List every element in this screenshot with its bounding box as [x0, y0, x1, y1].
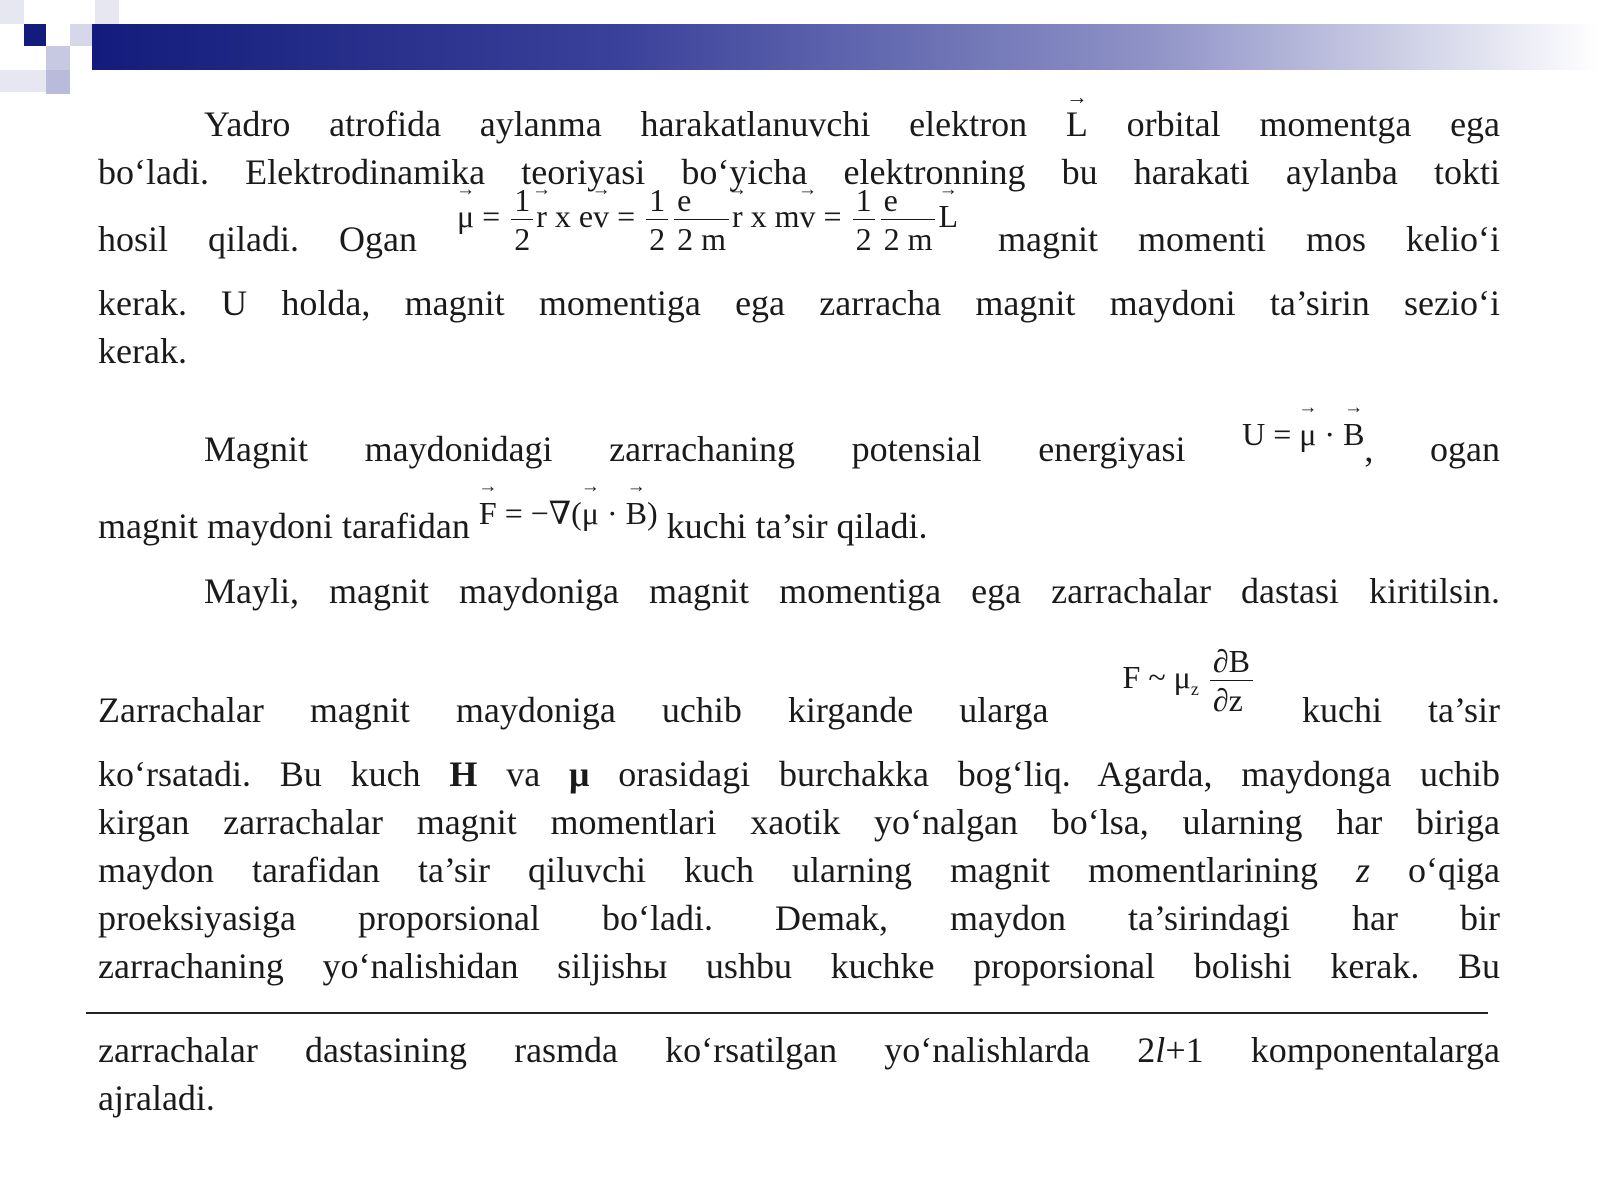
paragraph-3-line-1: Mayli, magnit maydoniga magnit momentiga ega zarrachalar dastasi kiritilsin. [204, 571, 1500, 611]
paragraph-3-line-2: Zarrachalar magnit maydoniga uchib kirgande ularga F ~ $\mu_z$ $\frac{\partial B}{\partial z}$ kuchi ta’sir [98, 643, 1500, 730]
footer-line-2: ajraladi. [98, 1078, 215, 1118]
decor-square [24, 24, 46, 46]
force-formula: → F = −∇(→ μ · → B) [479, 489, 658, 537]
paragraph-1-line-4: kerak. U holda, magnit momentiga ega zarracha magnit maydoni ta’sirin sezio‘i [98, 283, 1500, 323]
paragraph-1-line-5: kerak. [98, 331, 187, 371]
decor-square [70, 24, 92, 46]
decor-square [46, 70, 70, 94]
section-divider [86, 1012, 1488, 1014]
paragraph-1-line-1: Yadro atrofida aylanma harakatlanuvchi elektron → L orbital momentga ega [98, 100, 1500, 148]
footer-text [98, 1026, 1500, 1122]
potential-energy-formula: U = → μ · → B [1242, 410, 1364, 458]
paragraph-3-line-7: zarrachaning yo‘nalishidan siljishы ushbu kuchke proporsional bolishi kerak. Bu [98, 946, 1500, 986]
decor-square [0, 70, 46, 92]
paragraph-2-line-2: magnit maydoni tarafidan → F = −∇(→ μ · → B) kuchi ta’sir qiladi. [98, 502, 1500, 551]
paragraph-3-line-5: maydon tarafidan ta’sir qiluvchi kuch ularning magnit momentlarining z o‘qiga [98, 850, 1500, 890]
paragraph-1-line-3: hosil qiladi. Ogan → μ = $\frac{1}{2}$ → r x e→ v = $\frac{1}{2}$ $\frac{e}{2 m}$ → r x m→ v = $\frac{1}{2}$ $\frac{e}{2 m}$ → L magnit momenti mos kelio‘i [98, 208, 1500, 279]
slide-body [98, 100, 1500, 990]
paragraph-2-line-1: Magnit maydonidagi zarrachaning potensial energiyasi U = → μ · → B, ogan [98, 425, 1500, 474]
decor-square [95, 0, 119, 24]
decor-square [0, 0, 24, 24]
header-gradient-bar [92, 24, 1600, 70]
paragraph-3-line-3: ko‘rsatadi. Bu kuch H va μ orasidagi burchakka bog‘liq. Agarda, maydonga uchib [98, 754, 1501, 794]
paragraph-1-line-2: bo‘ladi. Elektrodinamika teoriyasi bo‘yicha elektronning bu harakati aylanba tokti [98, 152, 1500, 192]
footer-line-1: zarrachalar dastasining rasmda ko‘rsatilgan yo‘nalishlarda 2l+1 komponentalarga [98, 1030, 1501, 1070]
decor-square [46, 46, 70, 70]
gradient-force-formula: F ~ $\mu_z$ $\frac{\partial B}{\partial z}$ [1123, 645, 1256, 716]
magnetic-moment-formula: → μ = $\frac{1}{2}$ → r x e→ v = $\frac{1}{2}$ $\frac{e}{2 m}$ → r x m→ v = $\frac{1}{2}$ $\frac{e}{2 m}$ → L [457, 184, 958, 255]
paragraph-3-line-4: kirgan zarrachalar magnit momentlari xaotik yo‘nalgan bo‘lsa, ularning har biriga [98, 802, 1500, 842]
paragraph-3-line-6: proeksiyasiga proporsional bo‘ladi. Demak, maydon ta’sirindagi har bir [98, 898, 1500, 938]
